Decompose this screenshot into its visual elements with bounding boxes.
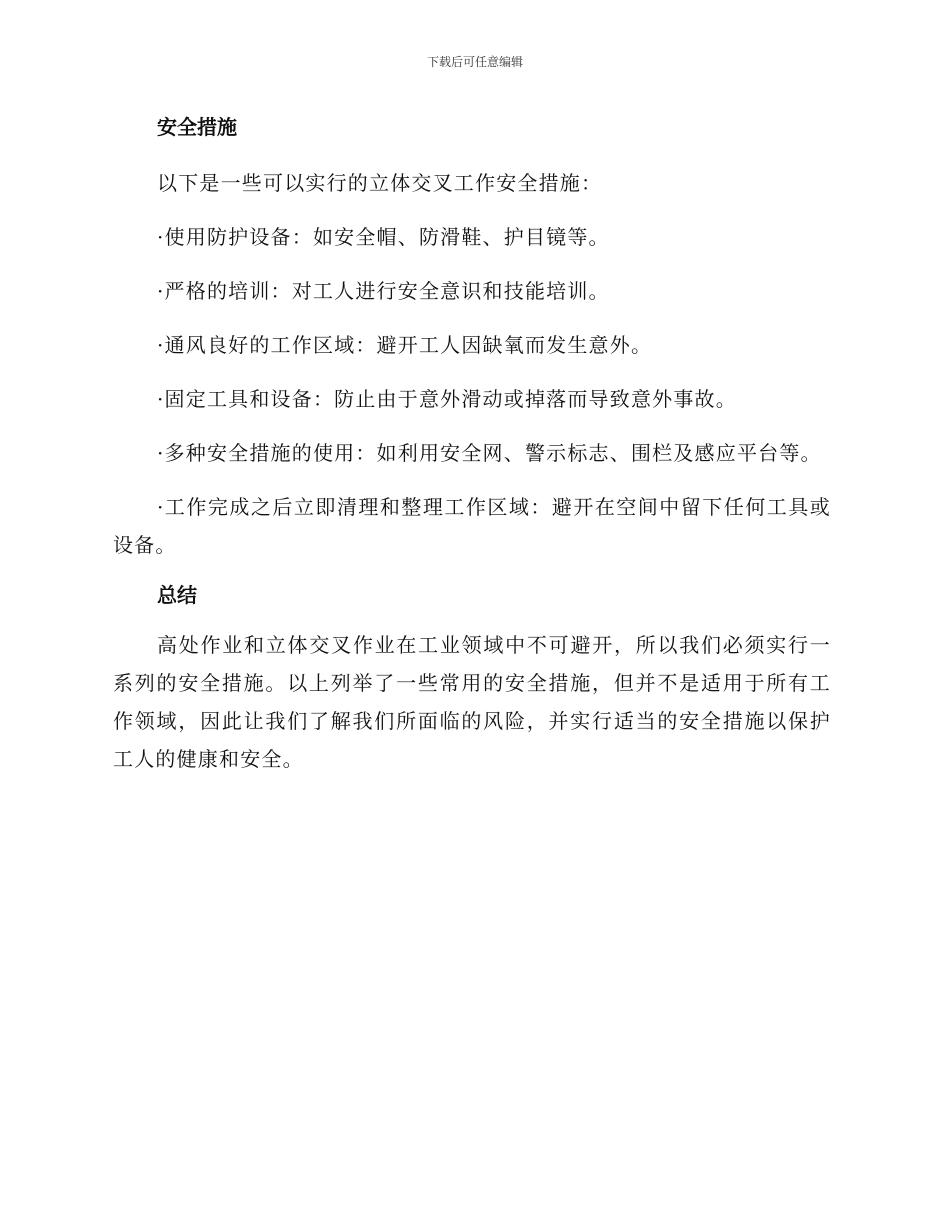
measure-item-protective-equipment: ·使用防护设备：如安全帽、防滑鞋、护目镜等。 bbox=[157, 225, 610, 249]
measure-item-multiple-measures: ·多种安全措施的使用：如利用安全网、警示标志、围栏及感应平台等。 bbox=[157, 441, 822, 465]
measure-item-ventilation: ·通风良好的工作区域：避开工人因缺氧而发生意外。 bbox=[157, 333, 653, 357]
intro-paragraph: 以下是一些可以实行的立体交叉工作安全措施： bbox=[157, 171, 603, 195]
measure-item-cleanup: ·工作完成之后立即清理和整理工作区域：避开在空间中留下任何工具或设备。 bbox=[113, 495, 831, 557]
measure-item-fixed-tools: ·固定工具和设备：防止由于意外滑动或掉落而导致意外事故。 bbox=[157, 387, 737, 411]
measure-item-training: ·严格的培训：对工人进行安全意识和技能培训。 bbox=[157, 279, 610, 303]
page-header: 下载后可任意编辑 bbox=[426, 55, 523, 69]
document-body bbox=[113, 112, 831, 778]
summary-paragraph: 高处作业和立体交叉作业在工业领域中不可避开，所以我们必须实行一系列的安全措施。以上列举了一些常用的安全措施，但并不是适用于所有工作领域，因此让我们了解我们所面临的风险，并实行适当的安全措施以保护工人的健康和安全。 bbox=[113, 633, 831, 771]
section-heading-summary: 总结 bbox=[157, 583, 197, 607]
section-heading-safety-measures: 安全措施 bbox=[157, 115, 237, 139]
